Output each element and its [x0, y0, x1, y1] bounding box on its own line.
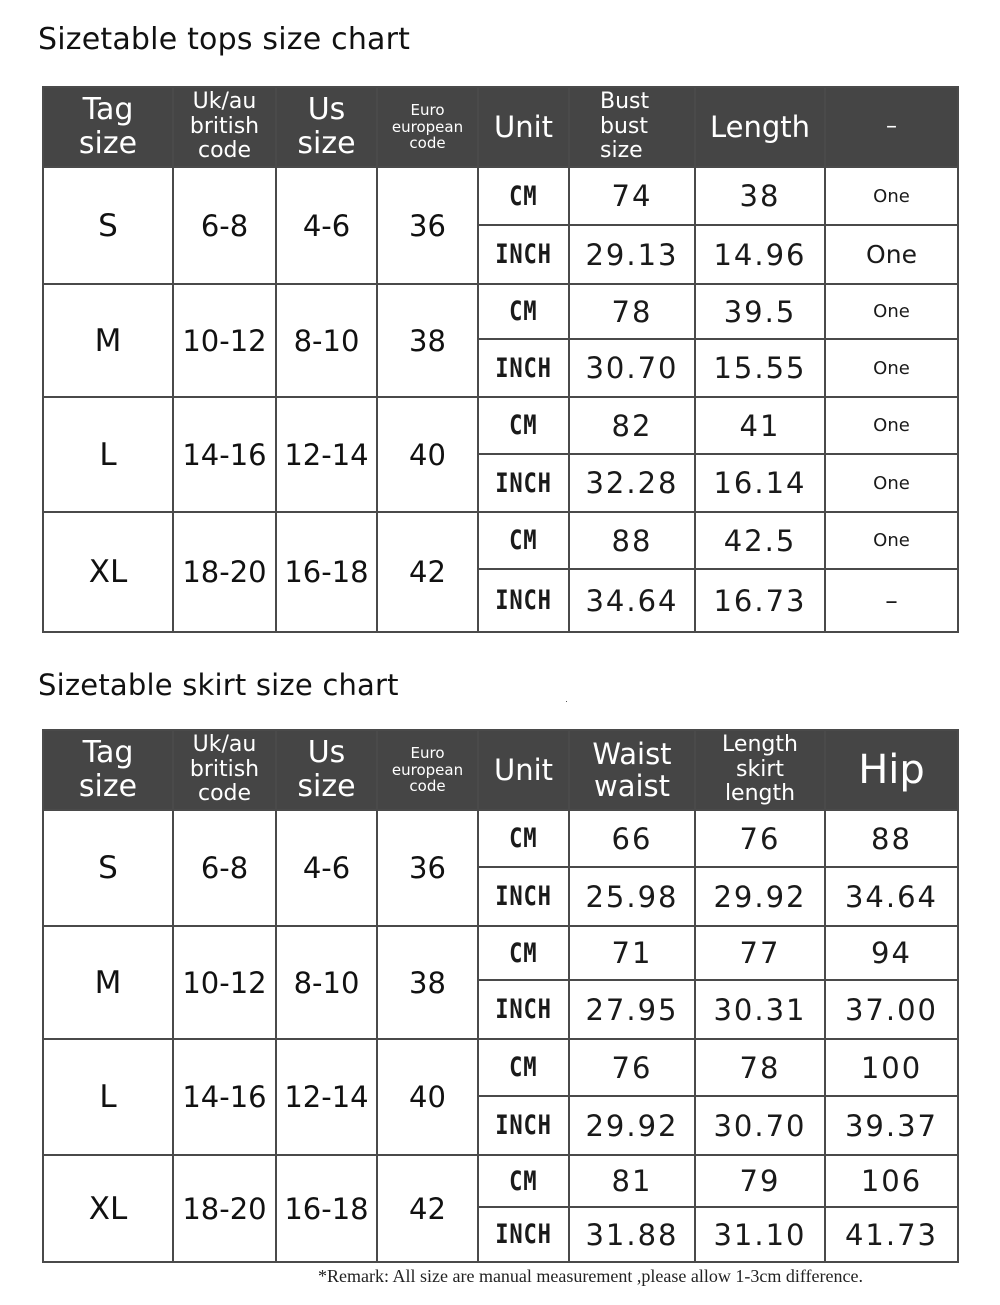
tops-section-title: Sizetable tops size chart	[38, 22, 411, 57]
unit-cell: INCH	[478, 1096, 569, 1155]
uk-size-cell: 10-12	[173, 926, 276, 1039]
skirt-length-cell: 31.10	[695, 1207, 825, 1262]
extra-cell: One	[825, 225, 958, 284]
uk-size-cell: 6-8	[173, 810, 276, 926]
header-euro-code: Euro european code	[377, 87, 478, 167]
header-euro-code: Euro european code	[377, 730, 478, 810]
header-hip: Hip	[825, 730, 958, 810]
euro-size-cell: 40	[377, 1039, 478, 1155]
length-cell: 15.55	[695, 339, 825, 397]
bust-cell: 74	[569, 167, 695, 225]
header-unit: Unit	[478, 730, 569, 810]
header-us-size: Us size	[276, 730, 377, 810]
header-tag-size: Tag size	[43, 730, 173, 810]
header-tag-size: Tag size	[43, 87, 173, 167]
unit-cell: CM	[478, 167, 569, 225]
extra-cell: One	[825, 454, 958, 512]
unit-cell: CM	[478, 397, 569, 454]
us-size-cell: 8-10	[276, 284, 377, 397]
skirt-length-cell: 79	[695, 1155, 825, 1207]
header-waist: Waist waist	[569, 730, 695, 810]
skirt-length-cell: 78	[695, 1039, 825, 1096]
extra-cell: –	[825, 569, 958, 632]
euro-size-cell: 40	[377, 397, 478, 512]
length-cell: 39.5	[695, 284, 825, 339]
extra-cell: One	[825, 512, 958, 569]
length-cell: 14.96	[695, 225, 825, 284]
unit-cell: INCH	[478, 980, 569, 1039]
hip-cell: 106	[825, 1155, 958, 1207]
header-length: Length	[695, 87, 825, 167]
bust-cell: 30.70	[569, 339, 695, 397]
tag-size-cell: S	[43, 167, 173, 284]
uk-size-cell: 10-12	[173, 284, 276, 397]
skirt-length-cell: 30.31	[695, 980, 825, 1039]
stray-dot	[566, 701, 567, 702]
euro-size-cell: 36	[377, 167, 478, 284]
unit-cell: CM	[478, 810, 569, 867]
uk-size-cell: 18-20	[173, 1155, 276, 1262]
unit-cell: INCH	[478, 225, 569, 284]
unit-cell: CM	[478, 1039, 569, 1096]
us-size-cell: 12-14	[276, 397, 377, 512]
tag-size-cell: L	[43, 397, 173, 512]
us-size-cell: 12-14	[276, 1039, 377, 1155]
us-size-cell: 4-6	[276, 810, 377, 926]
skirt-length-cell: 76	[695, 810, 825, 867]
tag-size-cell: L	[43, 1039, 173, 1155]
hip-cell: 39.37	[825, 1096, 958, 1155]
tops-size-table	[42, 86, 959, 633]
tag-size-cell: S	[43, 810, 173, 926]
skirt-length-cell: 77	[695, 926, 825, 980]
table-row	[43, 926, 958, 980]
hip-cell: 41.73	[825, 1207, 958, 1262]
uk-size-cell: 14-16	[173, 1039, 276, 1155]
waist-cell: 25.98	[569, 867, 695, 926]
tag-size-cell: M	[43, 284, 173, 397]
waist-cell: 66	[569, 810, 695, 867]
hip-cell: 88	[825, 810, 958, 867]
length-cell: 42.5	[695, 512, 825, 569]
euro-size-cell: 42	[377, 1155, 478, 1262]
hip-cell: 100	[825, 1039, 958, 1096]
table-row	[43, 1039, 958, 1096]
bust-cell: 29.13	[569, 225, 695, 284]
euro-size-cell: 38	[377, 284, 478, 397]
tops-header-row	[43, 87, 958, 167]
unit-cell: INCH	[478, 867, 569, 926]
us-size-cell: 4-6	[276, 167, 377, 284]
header-extra: –	[825, 87, 958, 167]
tag-size-cell: XL	[43, 512, 173, 632]
us-size-cell: 16-18	[276, 1155, 377, 1262]
extra-cell: One	[825, 339, 958, 397]
waist-cell: 71	[569, 926, 695, 980]
length-cell: 16.14	[695, 454, 825, 512]
euro-size-cell: 38	[377, 926, 478, 1039]
hip-cell: 94	[825, 926, 958, 980]
bust-cell: 82	[569, 397, 695, 454]
extra-cell: One	[825, 397, 958, 454]
waist-cell: 31.88	[569, 1207, 695, 1262]
header-skirt-length: Length skirt length	[695, 730, 825, 810]
skirt-section-title: Sizetable skirt size chart	[38, 668, 399, 702]
waist-cell: 27.95	[569, 980, 695, 1039]
tag-size-cell: M	[43, 926, 173, 1039]
bust-cell: 88	[569, 512, 695, 569]
bust-cell: 78	[569, 284, 695, 339]
unit-cell: CM	[478, 926, 569, 980]
header-bust-size: Bust bust size	[569, 87, 695, 167]
euro-size-cell: 36	[377, 810, 478, 926]
us-size-cell: 16-18	[276, 512, 377, 632]
table-row	[43, 810, 958, 867]
unit-cell: CM	[478, 284, 569, 339]
extra-cell: One	[825, 167, 958, 225]
table-row	[43, 167, 958, 225]
unit-cell: INCH	[478, 569, 569, 632]
unit-cell: INCH	[478, 339, 569, 397]
header-uk-au-code: Uk/au british code	[173, 730, 276, 810]
us-size-cell: 8-10	[276, 926, 377, 1039]
skirt-length-cell: 29.92	[695, 867, 825, 926]
bust-cell: 34.64	[569, 569, 695, 632]
hip-cell: 37.00	[825, 980, 958, 1039]
waist-cell: 81	[569, 1155, 695, 1207]
waist-cell: 76	[569, 1039, 695, 1096]
unit-cell: INCH	[478, 454, 569, 512]
table-row	[43, 512, 958, 569]
unit-cell: INCH	[478, 1207, 569, 1262]
waist-cell: 29.92	[569, 1096, 695, 1155]
table-row	[43, 284, 958, 339]
euro-size-cell: 42	[377, 512, 478, 632]
header-uk-au-code: Uk/au british code	[173, 87, 276, 167]
uk-size-cell: 6-8	[173, 167, 276, 284]
length-cell: 41	[695, 397, 825, 454]
header-unit: Unit	[478, 87, 569, 167]
unit-cell: CM	[478, 512, 569, 569]
measurement-remark: *Remark: All size are manual measurement ,please allow 1-3cm difference.	[318, 1266, 863, 1286]
tag-size-cell: XL	[43, 1155, 173, 1262]
uk-size-cell: 14-16	[173, 397, 276, 512]
bust-cell: 32.28	[569, 454, 695, 512]
length-cell: 16.73	[695, 569, 825, 632]
extra-cell: One	[825, 284, 958, 339]
table-row	[43, 397, 958, 454]
skirt-size-table	[42, 729, 959, 1263]
table-row	[43, 1155, 958, 1207]
skirt-length-cell: 30.70	[695, 1096, 825, 1155]
uk-size-cell: 18-20	[173, 512, 276, 632]
length-cell: 38	[695, 167, 825, 225]
skirt-header-row	[43, 730, 958, 810]
header-us-size: Us size	[276, 87, 377, 167]
hip-cell: 34.64	[825, 867, 958, 926]
unit-cell: CM	[478, 1155, 569, 1207]
